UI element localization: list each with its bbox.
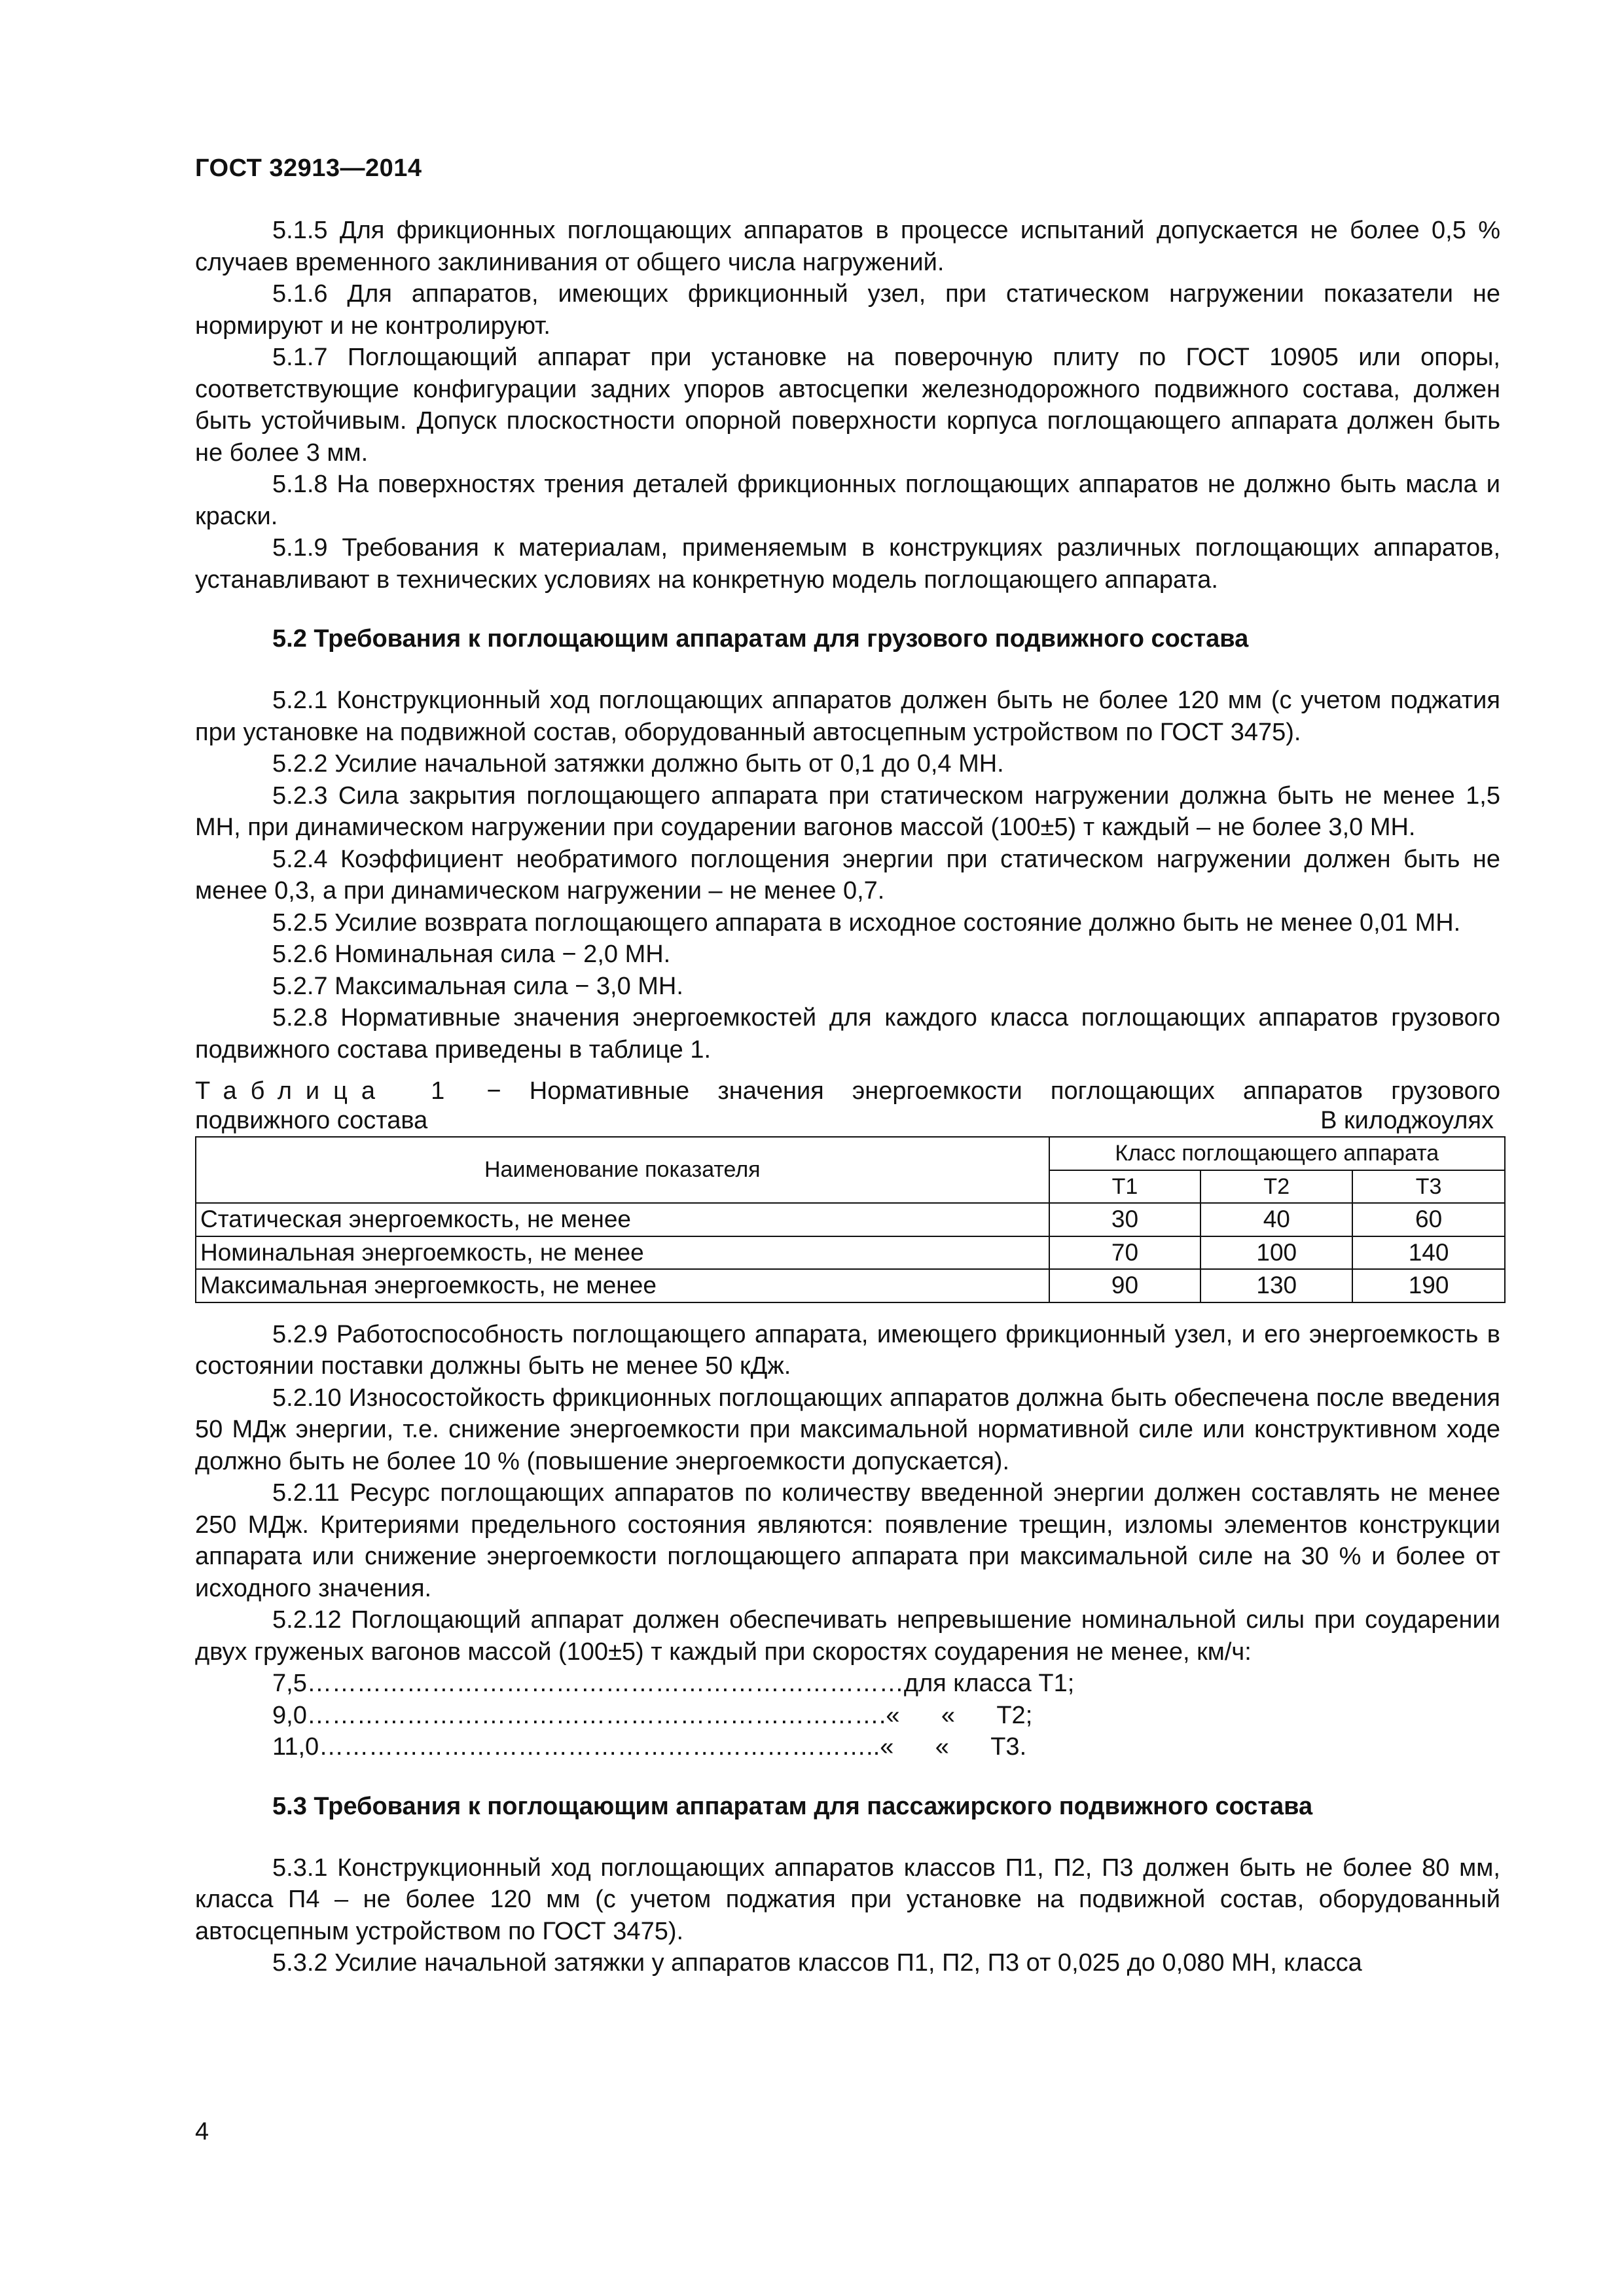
- row-name: Максимальная энергоемкость, не менее: [196, 1269, 1049, 1302]
- dot-leader: …………………………………………………………..: [319, 1733, 880, 1761]
- paragraph-5-1-7: 5.1.7 Поглощающий аппарат при установке на поверочную плиту по ГОСТ 10905 или опоры, соответствующие конфигурации задних упоров автосцепки железнодорожного подвижного состава, должен быть устойчивым. Допуск плоскостности опорной поверхности корпуса поглощающего аппарата должен быть не более 3 мм.: [195, 344, 1500, 467]
- table-caption: [195, 1076, 1500, 1135]
- cell-value: 100: [1200, 1236, 1352, 1270]
- paragraph-5-2-1: 5.2.1 Конструкционный ход поглощающих аппаратов должен быть не более 120 мм (с учетом поджатия при установке на подвижной состав, оборудованный автосцепным устройством по ГОСТ 3475).: [195, 687, 1500, 746]
- paragraph-5-2-9: 5.2.9 Работоспособность поглощающего аппарата, имеющего фрикционный узел, и его энергоемкость в состоянии поставки должны быть не менее 50 кДж.: [195, 1320, 1500, 1380]
- cell-value: 60: [1352, 1203, 1505, 1236]
- header-class-t3: Т3: [1352, 1170, 1505, 1204]
- paragraph-5-2-8: 5.2.8 Нормативные значения энергоемкостей для каждого класса поглощающих аппаратов грузового подвижного состава приведены в таблице 1.: [195, 1004, 1500, 1064]
- page-number: 4: [195, 2118, 209, 2145]
- speed-value: 9,0: [272, 1701, 307, 1729]
- header-apparatus-class: Класс поглощающего аппарата: [1049, 1137, 1505, 1170]
- speed-class: « « Т3.: [880, 1733, 1027, 1761]
- header-indicator-name: Наименование показателя: [196, 1137, 1049, 1203]
- speed-value: 7,5: [272, 1670, 307, 1697]
- speed-class: для класса Т1;: [903, 1670, 1075, 1697]
- table-row: [196, 1236, 1505, 1270]
- table-caption-text: − Нормативные значения энергоемкости поглощающих аппаратов грузового: [458, 1077, 1500, 1105]
- cell-value: 30: [1049, 1203, 1201, 1236]
- header-class-t1: Т1: [1049, 1170, 1201, 1204]
- paragraph-5-2-10: 5.2.10 Износостойкость фрикционных поглощающих аппаратов должна быть обеспечена после введения 50 МДж энергии, т.е. снижение энергоемкости при максимальной нормативной силе или конструктивном ходе должно быть не более 10 % (повышение энергоемкости допускается).: [195, 1384, 1500, 1475]
- section-heading-5-3: 5.3 Требования к поглощающим аппаратам для пассажирского подвижного состава: [272, 1792, 1313, 1820]
- paragraph-5-1-9: 5.1.9 Требования к материалам, применяемым в конструкциях различных поглощающих аппаратов, устанавливают в технических условиях на конкретную модель поглощающего аппарата.: [195, 534, 1500, 594]
- paragraph-5-2-6: 5.2.6 Номинальная сила − 2,0 МН.: [272, 941, 671, 968]
- paragraph-5-2-2: 5.2.2 Усилие начальной затяжки должно быть от 0,1 до 0,4 МН.: [272, 750, 1004, 778]
- paragraph-5-1-5: 5.1.5 Для фрикционных поглощающих аппаратов в процессе испытаний допускается не более 0,5 % случаев временного заклинивания от общего числа нагружений.: [195, 217, 1500, 276]
- table-caption-lead: Таблица 1: [195, 1077, 459, 1105]
- row-name: Номинальная энергоемкость, не менее: [196, 1236, 1049, 1270]
- paragraph-5-3-2: 5.3.2 Усилие начальной затяжки у аппаратов классов П1, П2, П3 от 0,025 до 0,080 МН, класса: [272, 1949, 1362, 1977]
- paragraph-5-3-1: 5.3.1 Конструкционный ход поглощающих аппаратов классов П1, П2, П3 должен быть не более 80 мм, класса П4 – не более 120 мм (с учетом поджатия при установке на подвижной состав, оборудованный автосцепным устройством по ГОСТ 3475).: [195, 1854, 1500, 1945]
- dot-leader: …………………………………………………………….: [306, 1701, 886, 1729]
- dot-leader: ………………………………………………………………: [306, 1670, 904, 1697]
- cell-value: 70: [1049, 1236, 1201, 1270]
- paragraph-5-2-7: 5.2.7 Максимальная сила − 3,0 МН.: [272, 972, 683, 1000]
- table-caption-line2: подвижного состава: [195, 1107, 428, 1134]
- paragraph-5-2-4: 5.2.4 Коэффициент необратимого поглощения энергии при статическом нагружении должен быть не менее 0,3, а при динамическом нагружении – не менее 0,7.: [195, 845, 1500, 905]
- paragraph-5-2-5: 5.2.5 Усилие возврата поглощающего аппарата в исходное состояние должно быть не менее 0,01 МН.: [272, 908, 1461, 937]
- paragraph-5-1-8: 5.1.8 На поверхностях трения деталей фрикционных поглощающих аппаратов не должно быть масла и краски.: [195, 471, 1500, 530]
- section-heading-5-2: 5.2 Требования к поглощающим аппаратам для грузового подвижного состава: [272, 625, 1249, 653]
- cell-value: 140: [1352, 1236, 1505, 1270]
- table-row: [196, 1203, 1505, 1236]
- paragraph-5-2-12: 5.2.12 Поглощающий аппарат должен обеспечивать непревышение номинальной силы при соударении двух груженых вагонов массой (100±5) т каждый при скоростях соударения не менее, км/ч:: [195, 1606, 1500, 1666]
- speed-line: [195, 1668, 1500, 1700]
- paragraph-5-2-3: 5.2.3 Сила закрытия поглощающего аппарата при статическом нагружении должна быть не менее 1,5 МН, при динамическом нагружении при соударении вагонов массой (100±5) т каждый – не более 3,0 МН.: [195, 781, 1500, 841]
- row-name: Статическая энергоемкость, не менее: [196, 1203, 1049, 1236]
- table-header-row: [196, 1137, 1505, 1170]
- paragraph-5-2-11: 5.2.11 Ресурс поглощающих аппаратов по количеству введенной энергии должен составлять не менее 250 МДж. Критериями предельного состояния являются: появление трещин, изломы элементов конструкции аппарата или снижение энергоемкости поглощающего аппарата при максимальной силе на 30 % и более от исходного значения.: [195, 1479, 1500, 1602]
- table-unit: В килоджоулях: [1320, 1107, 1494, 1134]
- cell-value: 130: [1200, 1269, 1352, 1302]
- speed-value: 11,0: [272, 1733, 319, 1761]
- document-body: [195, 215, 1500, 1979]
- table-row: [196, 1269, 1505, 1302]
- energy-capacity-table: [195, 1136, 1506, 1303]
- speed-line: [195, 1700, 1500, 1732]
- cell-value: 90: [1049, 1269, 1201, 1302]
- header-class-t2: Т2: [1200, 1170, 1352, 1204]
- cell-value: 190: [1352, 1269, 1505, 1302]
- document-header: ГОСТ 32913—2014: [195, 154, 422, 182]
- speed-class: « « Т2;: [886, 1701, 1033, 1729]
- speed-line: [195, 1731, 1500, 1763]
- paragraph-5-1-6: 5.1.6 Для аппаратов, имеющих фрикционный узел, при статическом нагружении показатели не нормируют и не контролируют.: [195, 280, 1500, 340]
- cell-value: 40: [1200, 1203, 1352, 1236]
